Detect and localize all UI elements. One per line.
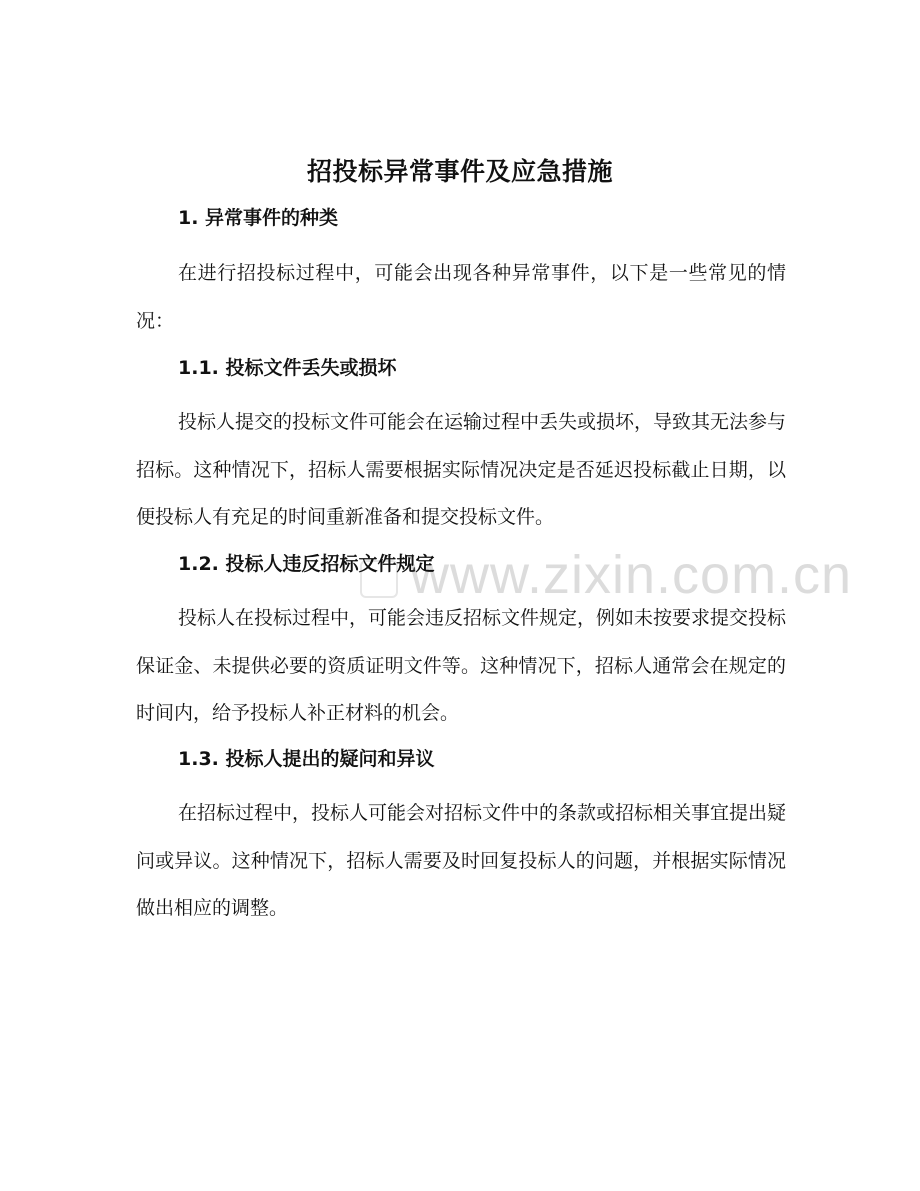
section-heading-1-1: 1.1. 投标文件丢失或损坏 — [178, 357, 397, 379]
section-heading-1-2: 1.2. 投标人违反招标文件规定 — [178, 553, 435, 575]
document-title: 招投标异常事件及应急措施 — [306, 157, 613, 186]
section-1-2-body: 投标人在投标过程中，可能会违反招标文件规定，例如未按要求提交投标保证金、未提供必要的资质证明文件等。这种情况下，招标人通常会在规定的时间内，给予投标人补正材料的机会。 — [136, 607, 787, 724]
section-heading-1: 1. 异常事件的种类 — [178, 207, 339, 229]
section-1-1-body: 投标人提交的投标文件可能会在运输过程中丢失或损坏，导致其无法参与招标。这种情况下，招标人需要根据实际情况决定是否延迟投标截止日期，以便投标人有充足的时间重新准备和提交投标文件。 — [136, 411, 787, 528]
section-1-3-body: 在招标过程中，投标人可能会对招标文件中的条款或招标相关事宜提出疑问或异议。这种情况下，招标人需要及时回复投标人的问题，并根据实际情况做出相应的调整。 — [136, 802, 787, 919]
watermark-text: www.zixin.com.cn — [410, 545, 853, 605]
section-1-intro: 在进行招投标过程中，可能会出现各种异常事件，以下是一些常见的情况： — [136, 262, 786, 332]
section-heading-1-3: 1.3. 投标人提出的疑问和异议 — [178, 748, 435, 770]
